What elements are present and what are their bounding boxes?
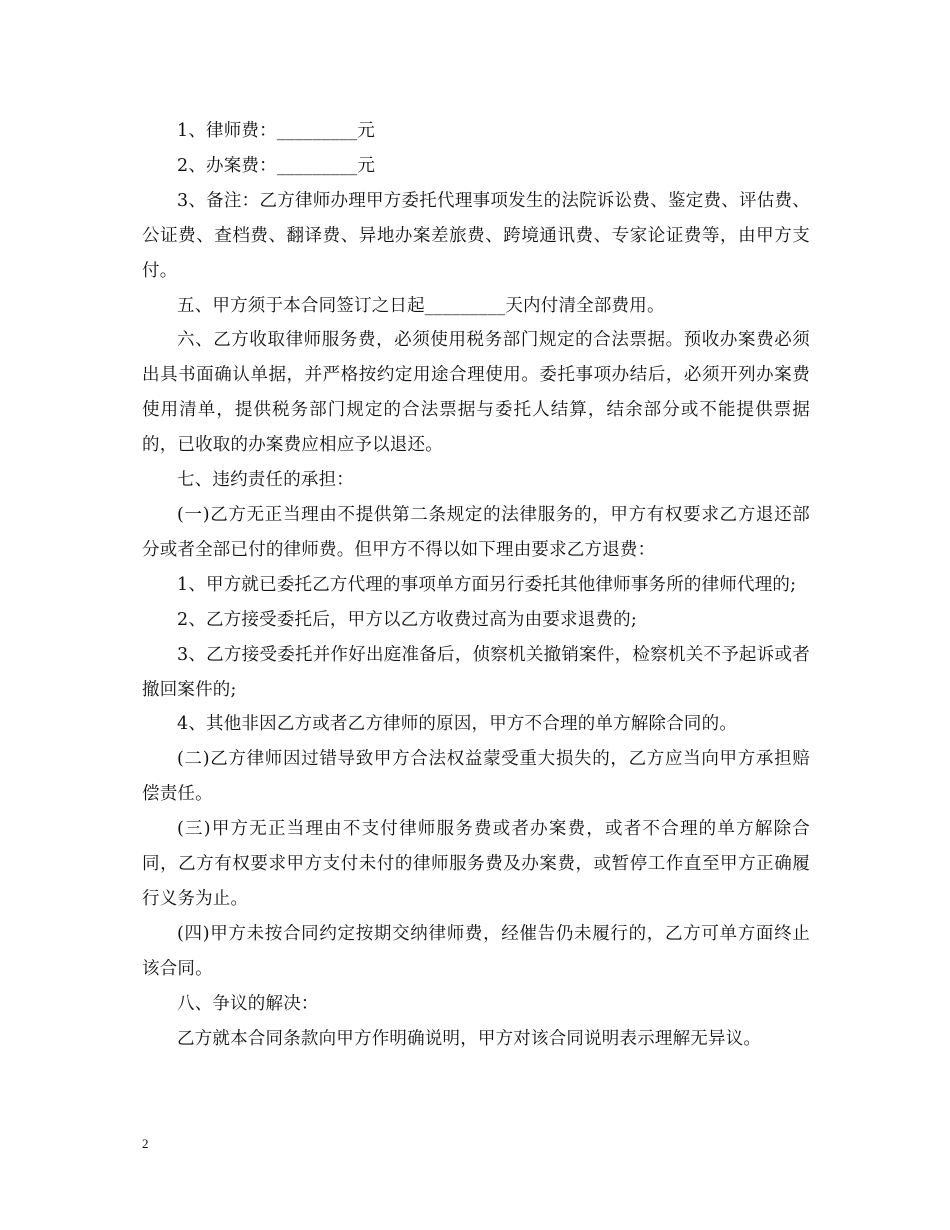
list-item-exception-3: 3、乙方接受委托并作好出庭准备后，侦察机关撤销案件，检察机关不予起诉或者撤回案件的; (142, 644, 810, 700)
paragraph-dispute-statement: 乙方就本合同条款向甲方作明确说明，甲方对该合同说明表示理解无异议。 (177, 1028, 762, 1049)
list-item-exception-2: 2、乙方接受委托后，甲方以乙方收费过高为由要求退费的; (177, 609, 637, 630)
paragraph-case-fee: 2、办案费：_________元 (177, 155, 376, 176)
paragraph-breach-two: (二)乙方律师因过错导致甲方合法权益蒙受重大损失的，乙方应当向甲方承担赔偿责任。 (142, 749, 810, 805)
paragraph-lawyer-fee: 1、律师费：_________元 (177, 121, 376, 141)
heading-dispute-resolution: 八、争议的解决： (177, 993, 319, 1014)
paragraph-fee-remarks: 3、备注：乙方律师办理甲方委托代理事项发生的法院诉讼费、鉴定费、评估费、公证费、查档费、翻译费、异地办案差旅费、跨境通讯费、专家论证费等，由甲方支付。 (142, 190, 810, 281)
paragraph-payment-deadline: 五、甲方须于本合同签订之日起_________天内付清全部费用。 (177, 295, 665, 316)
paragraph-breach-one: (一)乙方无正当理由不提供第二条规定的法律服务的，甲方有权要求乙方退还部分或者全部已付的律师费。但甲方不得以如下理由要求乙方退费： (142, 504, 810, 560)
paragraph-breach-three: (三)甲方无正当理由不支付律师服务费或者办案费，或者不合理的单方解除合同，乙方有权要求甲方支付未付的律师服务费及办案费，或暂停工作直至甲方正确履行义务为止。 (142, 819, 810, 909)
list-item-exception-1: 1、甲方就已委托乙方代理的事项单方面另行委托其他律师事务所的律师代理的; (177, 574, 797, 595)
page-number: 2 (142, 1136, 149, 1151)
contract-body (142, 114, 810, 1056)
heading-breach-liability: 七、违约责任的承担： (177, 470, 354, 491)
list-item-exception-4: 4、其他非因乙方或者乙方律师的原因，甲方不合理的单方解除合同的。 (177, 714, 738, 735)
paragraph-invoice-rules: 六、乙方收取律师服务费，必须使用税务部门规定的合法票据。预收办案费必须出具书面确认单据，并严格按约定用途合理使用。委托事项办结后，必须开列办案费使用清单，提供税务部门规定的合法票据与委托人结算，结余部分或不能提供票据的，已收取的办案费应相应予以退还。 (142, 330, 810, 456)
paragraph-breach-four: (四)甲方未按合同约定按期交纳律师费，经催告仍未履行的，乙方可单方面终止该合同。 (142, 923, 810, 979)
